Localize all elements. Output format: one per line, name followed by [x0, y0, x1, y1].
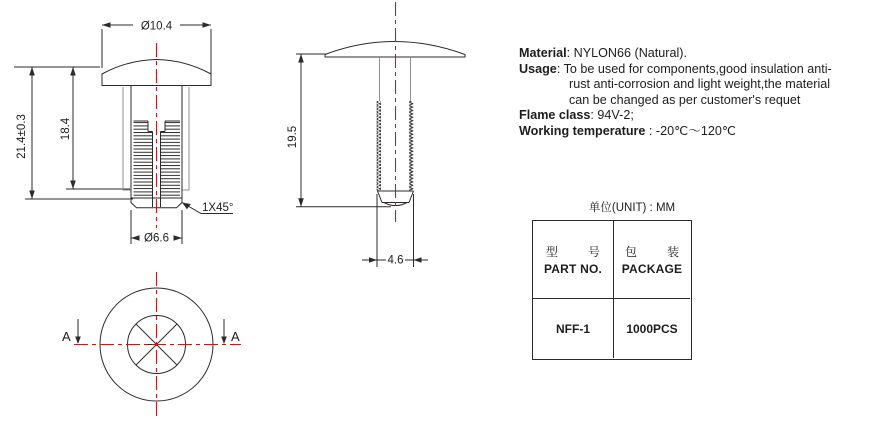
cn-char: 包	[625, 245, 638, 259]
table-cell-part-no: NFF-1	[533, 299, 614, 358]
dim-text-chamfer: 1X45°	[202, 202, 234, 214]
section-label-a-right: A	[231, 329, 240, 344]
dim-text-body-height: 18.4	[60, 117, 72, 141]
spec-label: Flame class	[519, 108, 591, 123]
spec-text: can be changed as per customer's requet	[569, 92, 801, 107]
section-marker-left	[62, 319, 81, 344]
header-en-part: PART NO.	[543, 262, 603, 276]
section-label-a-left: A	[62, 329, 71, 344]
dim-text-tip-width: 4.6	[387, 254, 404, 267]
spec-label: Material	[519, 46, 567, 60]
spec-line-working-temperature	[519, 124, 871, 140]
cn-char: 型	[546, 245, 559, 259]
spec-text: : 94V-2;	[590, 108, 634, 123]
table-header-package	[614, 221, 690, 299]
section-marker-right	[221, 319, 240, 344]
header-cn-package	[625, 243, 679, 260]
spec-text: : NYLON66 (Natural).	[566, 46, 687, 60]
spec-label: Working temperature	[519, 123, 646, 138]
dim-text-body-diameter: Ø6.6	[144, 232, 169, 245]
specs-block	[519, 46, 871, 140]
spec-text: rust anti-corrosion and light weight,the material	[569, 77, 831, 92]
spec-line-flame-class	[519, 108, 871, 124]
front-view	[14, 18, 233, 245]
side-view	[287, 2, 465, 267]
table-header-part-no	[533, 221, 614, 299]
dim-text-total-height: 21.4±0.3	[16, 114, 28, 159]
spec-line-usage-3	[519, 93, 871, 109]
header-cn-part	[546, 243, 600, 260]
rivet-shank	[377, 57, 414, 206]
spec-label: Usage	[519, 61, 557, 76]
top-view	[62, 272, 241, 417]
dim-shank-length	[287, 54, 391, 207]
spec-line-usage	[519, 62, 871, 78]
dim-text-head-diameter: Ø10.4	[140, 20, 173, 33]
spec-text: : To be used for components,good insulation anti-	[556, 61, 832, 76]
dim-text-shank-length: 19.5	[287, 125, 299, 149]
spec-line-usage-2	[519, 77, 871, 93]
spec-line-material	[519, 46, 871, 62]
packing-table	[532, 220, 692, 360]
chamfer-callout	[182, 202, 233, 214]
spec-text: : -20℃～120℃	[645, 123, 737, 138]
header-en-package: PACKAGE	[621, 262, 683, 276]
unit-title: 单位(UNIT) : MM	[588, 202, 676, 214]
cn-char: 号	[587, 245, 600, 259]
table-cell-package: 1000PCS	[626, 321, 678, 336]
cn-char: 装	[666, 245, 679, 259]
